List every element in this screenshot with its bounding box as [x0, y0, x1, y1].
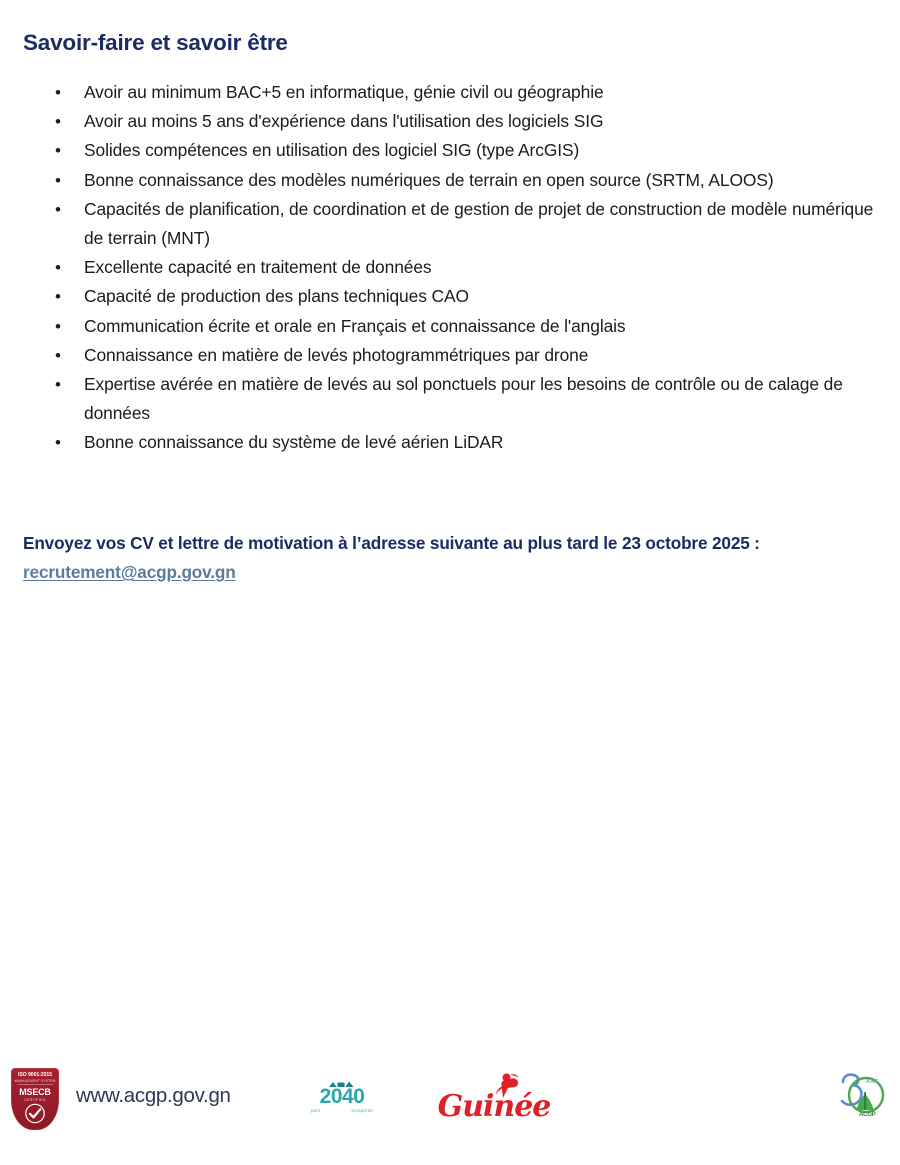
list-item — [55, 166, 885, 195]
bullet-icon: • — [55, 170, 61, 190]
list-item-text: Avoir au minimum BAC+5 en informatique, génie civil ou géographie — [84, 82, 604, 102]
application-instructions-text: Envoyez vos CV et lettre de motivation à l’adresse suivante au plus tard le 23 octobre 2025 : — [23, 533, 760, 554]
list-item — [55, 341, 885, 370]
website-url[interactable]: www.acgp.gov.gn — [76, 1084, 231, 1107]
list-item — [55, 136, 885, 165]
list-item — [55, 312, 885, 341]
list-item — [55, 282, 885, 311]
page-footer — [0, 1060, 900, 1165]
list-item-text: Communication écrite et orale en Français et connaissance de l'anglais — [84, 315, 626, 336]
list-item — [55, 78, 885, 107]
anniversary-org-label: ACGP — [859, 1112, 876, 1118]
list-item-text: Capacité de production des plans techniques CAO — [84, 286, 469, 307]
bullet-icon: • — [55, 287, 61, 307]
list-item-text: Bonne connaissance du système de levé aérien LiDAR — [84, 432, 504, 453]
list-item-text: Solides compétences en utilisation des logiciel SIG (type ArcGIS) — [84, 140, 580, 161]
requirements-list — [55, 78, 885, 458]
bullet-icon: • — [55, 316, 61, 336]
iso-status-label: CERTIFIED — [24, 1097, 46, 1102]
iso-standard-label: ISO 9001:2015 — [18, 1072, 52, 1078]
bullet-icon: • — [55, 83, 61, 102]
list-item — [55, 107, 885, 136]
recruitment-email-link[interactable]: recrutement@acgp.gov.gn — [23, 562, 236, 583]
application-instructions — [23, 529, 879, 587]
guinee-logo-word: Guinée — [437, 1089, 551, 1124]
guinee-logo — [424, 1073, 564, 1129]
bullet-icon: • — [55, 112, 61, 132]
list-item — [55, 195, 885, 253]
list-item-text: Avoir au moins 5 ans d'expérience dans l'utilisation des logiciels SIG — [84, 111, 604, 132]
bullet-icon: • — [55, 258, 61, 278]
list-item — [55, 428, 885, 457]
divider — [17, 1084, 53, 1085]
logo-2040-tagline-right: prospérité — [351, 1108, 373, 1113]
list-item-text: Connaissance en matière de levés photogrammétriques par drone — [84, 344, 589, 365]
iso-scheme-label: MANAGEMENT SYSTEM — [14, 1078, 56, 1083]
bullet-icon: • — [55, 141, 61, 161]
iso-certification-badge — [11, 1068, 59, 1130]
list-item-text: Capacités de planification, de coordination et de gestion de projet de construction de modèle numérique de terrain (MNT) — [84, 198, 874, 249]
bullet-icon: • — [55, 345, 61, 365]
page-title: Savoir-faire et savoir être — [23, 30, 288, 56]
logo-2040-number: 2040 — [319, 1085, 365, 1108]
bullet-icon: • — [55, 375, 61, 395]
list-item — [55, 253, 885, 282]
bullet-icon: • — [55, 433, 61, 453]
thirty-years-logo — [832, 1070, 890, 1128]
iso-body-label: MSECB — [19, 1087, 51, 1097]
guinee-2040-logo — [309, 1080, 375, 1124]
list-item-text: Bonne connaissance des modèles numériques de terrain en open source (SRTM, ALOOS) — [84, 169, 774, 190]
logo-2040-tagline-left: parti — [311, 1108, 321, 1113]
logo-2040-tagline — [309, 1108, 375, 1113]
anniversary-mark-icon — [832, 1070, 890, 1128]
list-item-text: Excellente capacité en traitement de données — [84, 257, 432, 278]
list-item — [55, 370, 885, 428]
anniversary-label: ANS — [866, 1079, 879, 1085]
list-item-text: Expertise avérée en matière de levés au sol ponctuels pour les besoins de contrôle ou de calage de données — [84, 374, 843, 424]
check-circle-icon — [25, 1103, 46, 1124]
bullet-icon: • — [55, 199, 61, 219]
